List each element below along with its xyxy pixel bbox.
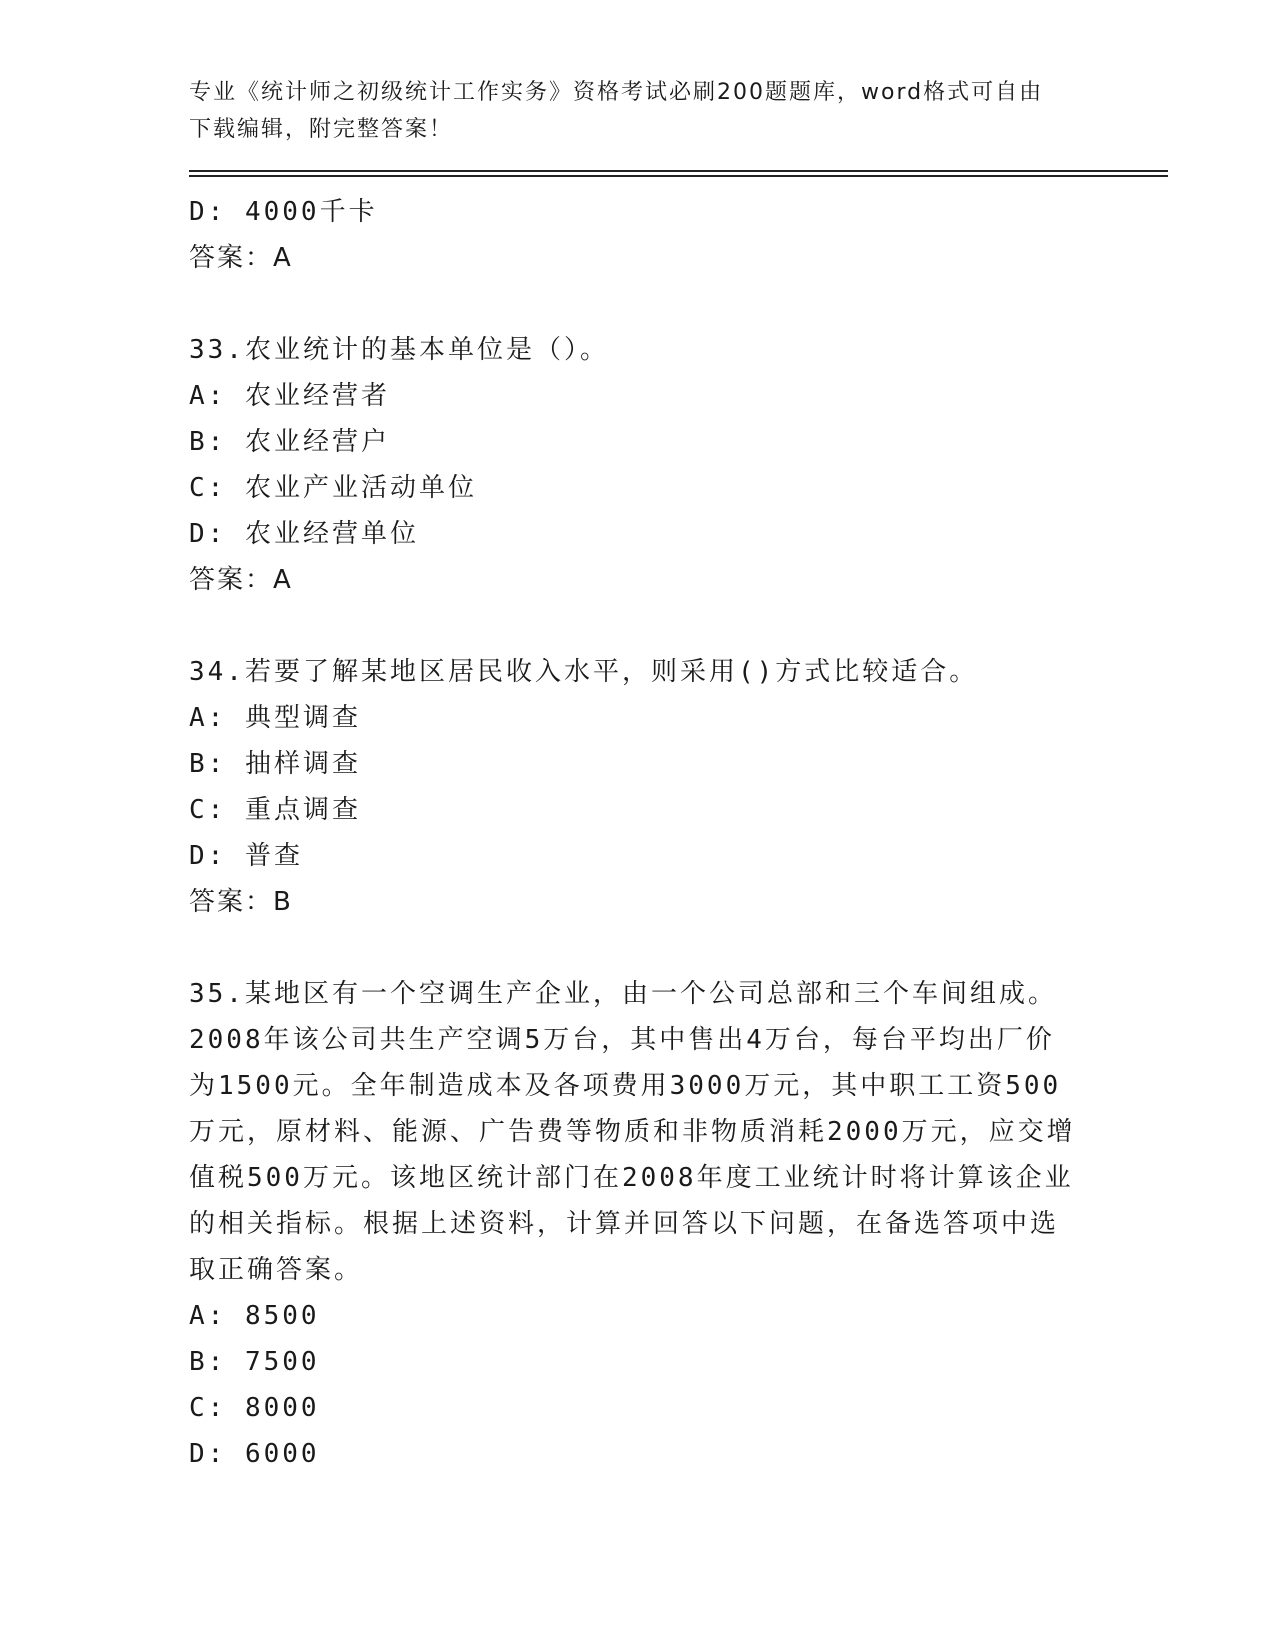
prev-answer: 答案：A xyxy=(189,243,293,273)
question-text-line: 万元，原材料、能源、广告费等物质和非物质消耗2000万元，应交增 xyxy=(189,1117,1076,1147)
option-b: B: 抽样调查 xyxy=(189,749,361,779)
option-a: A: 农业经营者 xyxy=(189,381,390,411)
option-c: C: 重点调查 xyxy=(189,795,361,825)
question-text-line: 35.某地区有一个空调生产企业，由一个公司总部和三个车间组成。 xyxy=(189,979,1057,1009)
question-text-line: 的相关指标。根据上述资料，计算并回答以下问题，在备选答项中选 xyxy=(189,1209,1060,1239)
question-text: 34.若要了解某地区居民收入水平，则采用()方式比较适合。 xyxy=(189,657,979,687)
option-d: D: 农业经营单位 xyxy=(189,519,419,549)
option-c: C: 8000 xyxy=(189,1393,320,1423)
header-rule-bottom xyxy=(189,175,1168,177)
question-35 xyxy=(189,971,1089,1477)
question-33 xyxy=(189,327,1089,603)
question-text: 33.农业统计的基本单位是（）。 xyxy=(189,335,609,365)
question-34 xyxy=(189,649,1089,925)
header-rule-top xyxy=(189,170,1168,172)
spacer xyxy=(189,925,1089,971)
option-c: C: 农业产业活动单位 xyxy=(189,473,477,503)
spacer xyxy=(189,603,1089,649)
option-b: B: 7500 xyxy=(189,1347,320,1377)
answer: 答案：B xyxy=(189,887,293,917)
option-d: D: 6000 xyxy=(189,1439,320,1469)
option-b: B: 农业经营户 xyxy=(189,427,390,457)
question-text-line: 取正确答案。 xyxy=(189,1255,364,1285)
document-header xyxy=(189,74,1089,148)
spacer xyxy=(189,281,1089,327)
document-body xyxy=(189,189,1089,1477)
prev-option-d: D: 4000千卡 xyxy=(189,197,378,227)
option-d: D: 普查 xyxy=(189,841,303,871)
question-text-line: 2008年该公司共生产空调5万台，其中售出4万台，每台平均出厂价 xyxy=(189,1025,1055,1055)
option-a: A: 典型调查 xyxy=(189,703,361,733)
question-text-line: 为1500元。全年制造成本及各项费用3000万元，其中职工工资500 xyxy=(189,1071,1062,1101)
header-line-1: 专业《统计师之初级统计工作实务》资格考试必刷200题题库，word格式可自由 xyxy=(189,80,1044,105)
answer: 答案：A xyxy=(189,565,293,595)
option-a: A: 8500 xyxy=(189,1301,320,1331)
header-line-2: 下载编辑，附完整答案！ xyxy=(189,117,454,142)
question-text-line: 值税500万元。该地区统计部门在2008年度工业统计时将计算该企业 xyxy=(189,1163,1074,1193)
